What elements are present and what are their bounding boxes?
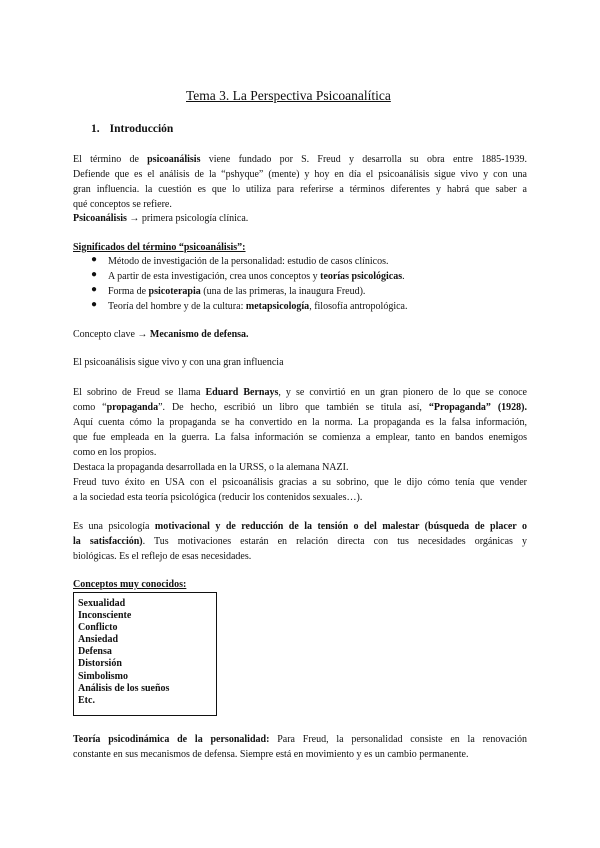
concepto-clave: Concepto clave → Mecanismo de defensa. xyxy=(73,329,249,340)
section-title: Introducción xyxy=(109,123,174,135)
concepto-item: Conflicto xyxy=(78,622,118,634)
bullet-dot: ● xyxy=(91,269,98,280)
section-heading xyxy=(91,123,173,135)
bernays-line-7: Freud tuvo éxito en USA con el psicoanálisis gracias a su sobrino, que le dijo cómo tenía que vender xyxy=(73,477,527,488)
concepto-item: Defensa xyxy=(78,646,112,658)
conceptos-heading: Conceptos muy conocidos: xyxy=(73,579,187,590)
motivacional-line-1: Es una psicología motivacional y de reducción de la tensión o del malestar (búsqueda de placer o xyxy=(73,521,527,532)
bernays-line-4: que fue empleada en la guerra. La falsa información se comienza a emplear, tanto en bandos enemigos xyxy=(73,432,527,443)
intro-line-4: qué conceptos se refiere. xyxy=(73,199,172,210)
significados-heading: Significados del término “psicoanálisis”: xyxy=(73,242,246,253)
motivacional-line-2: la satisfacción). Tus motivaciones estarán en relación directa con tus necesidades orgánicas y xyxy=(73,536,528,547)
bernays-line-1: El sobrino de Freud se llama Eduard Bernays, y se convirtió en un gran pionero de lo que se conoce xyxy=(73,387,527,398)
dinamica-line-1: Teoría psicodinámica de la personalidad: Para Freud, la personalidad consiste en la renovación xyxy=(73,734,527,745)
bullet-dot: ● xyxy=(91,299,98,310)
conceptos-box xyxy=(73,592,217,716)
bernays-line-3: Aquí cuenta cómo la propaganda se ha convertido en la norma. La propaganda es la falsa información, xyxy=(73,417,527,428)
concepto-item: Análisis de los sueños xyxy=(78,682,170,694)
intro-line-3: gran influencia. la cuestión es que lo utiliza para referirse a términos diferentes y habrá que saber a xyxy=(73,184,527,195)
concepto-item: Sexualidad xyxy=(78,598,126,609)
intro-line-5: Psicoanálisis → primera psicología clínica. xyxy=(73,213,249,224)
bernays-line-6: Destaca la propaganda desarrollada en la URSS, o la alemana NAZI. xyxy=(73,462,349,473)
bullet-dot: ● xyxy=(91,284,98,295)
concepto-item: Distorsión xyxy=(78,658,122,670)
dinamica-line-2: constante en sus mecanismos de defensa. Siempre está en movimiento y es un cambio permanente. xyxy=(73,749,469,760)
bernays-line-5: como en los propios. xyxy=(73,447,157,458)
significado-item-2: A partir de esta investigación, crea unos conceptos y teorías psicológicas. xyxy=(108,271,405,282)
bullet-dot: ● xyxy=(91,254,98,265)
concepto-item: Simbolismo xyxy=(78,670,129,682)
motivacional-line-3: biológicas. Es el reflejo de esas necesidades. xyxy=(73,551,252,562)
intro-line-2: Defiende que es el análisis de la “pshyque” (mente) y hoy en día el psicoanálisis sigue vivo y con una xyxy=(73,169,527,180)
sigue-vivo-line: El psicoanálisis sigue vivo y con una gran influencia xyxy=(73,357,284,368)
intro-line-1: El término de psicoanálisis viene fundado por S. Freud y desarrolla su obra entre 1885-1939. xyxy=(73,154,527,165)
page-title: Tema 3. La Perspectiva Psicoanalítica xyxy=(186,88,391,103)
concepto-item: Etc. xyxy=(78,694,95,706)
concepto-item: Inconsciente xyxy=(78,610,132,622)
bernays-line-2: como “propaganda”. De hecho, escribió un libro que también se titula así, “Propaganda” (1928). xyxy=(73,402,527,413)
section-number: 1. xyxy=(91,123,100,135)
significado-item-1: Método de investigación de la personalidad: estudio de casos clínicos. xyxy=(108,256,389,267)
significado-item-3: Forma de psicoterapia (una de las primeras, la inaugura Freud). xyxy=(108,286,366,297)
concepto-item: Ansiedad xyxy=(78,634,119,646)
bernays-line-8: a la sociedad esta teoría psicológica (reducir los contenidos sexuales…). xyxy=(73,492,363,503)
significado-item-4: Teoría del hombre y de la cultura: metapsicología, filosofía antropológica. xyxy=(108,301,408,312)
